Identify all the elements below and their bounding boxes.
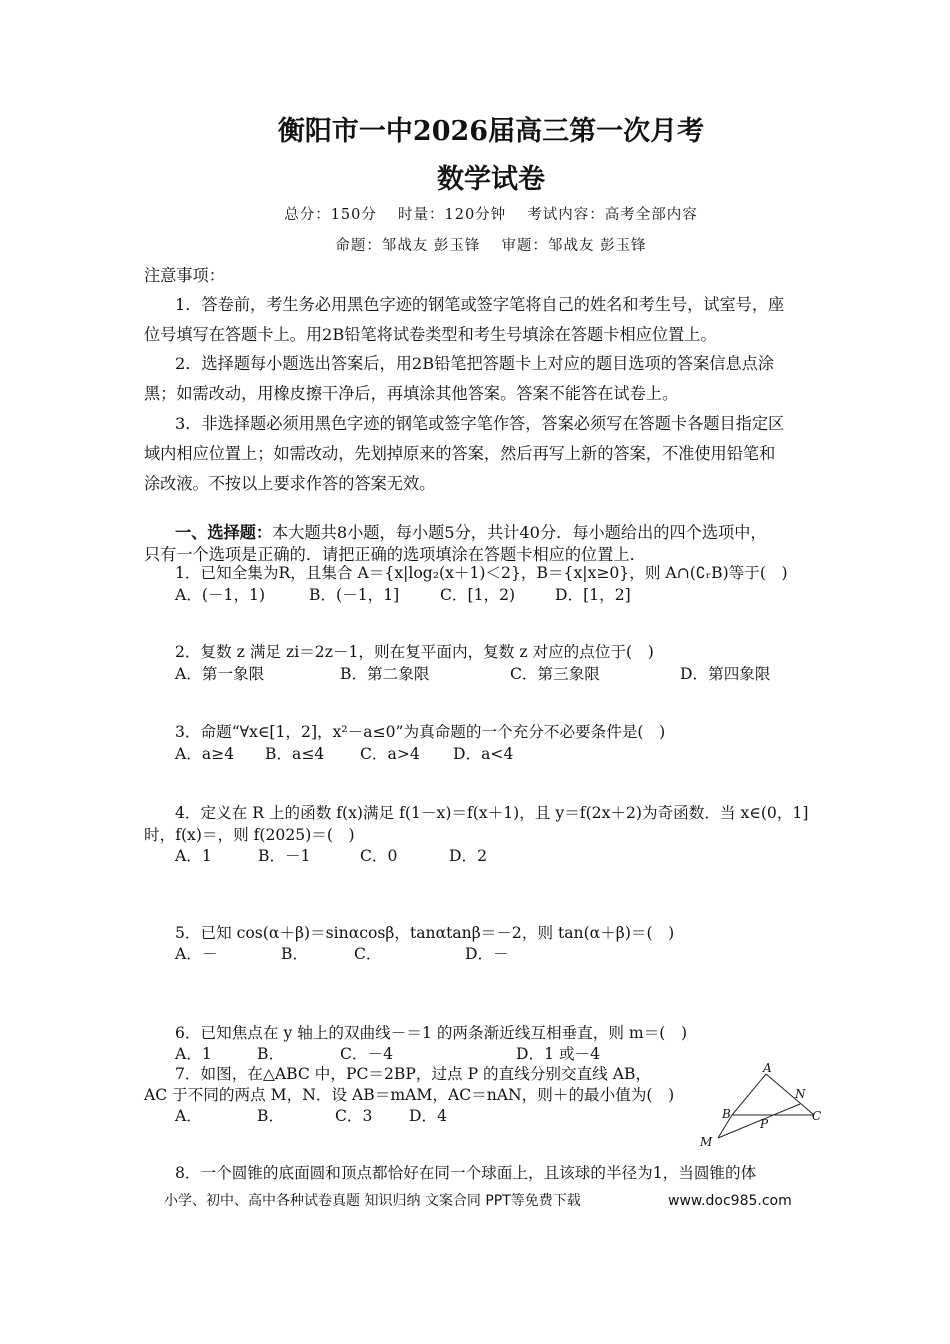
notice-line: 黑；如需改动，用橡皮擦干净后，再填涂其他答案。答案不能答在试卷上。	[144, 384, 679, 403]
section-heading: 一、选择题：	[175, 523, 273, 542]
question-6-text: 6．已知焦点在 y 轴上的双曲线－＝1 的两条渐近线互相垂直，则 m＝( )	[175, 1024, 688, 1042]
section-intro-text: 本大题共8小题，每小题5分，共计40分．每小题给出的四个选项中，	[272, 523, 767, 542]
q5-option-a: A．－	[175, 945, 218, 963]
q1-option-c: C．[1，2)	[440, 586, 516, 604]
q6-option-b: B．	[257, 1045, 285, 1063]
q6-option-c: C．－4	[340, 1045, 394, 1063]
q6-option-d: D．1 或－4	[516, 1045, 601, 1063]
figure-label-n: N	[795, 1087, 806, 1101]
section-intro	[175, 525, 767, 541]
question-4-line1: 4．定义在 R 上的函数 f(x)满足 f(1－x)＝f(x＋1)，且 y＝f(2x＋2)为奇函数．当 x∈(0，1]	[175, 804, 809, 822]
q2-option-a: A．第一象限	[175, 665, 265, 683]
q1-option-a: A．(－1，1)	[175, 586, 266, 604]
notice-line: 2．选择题每小题选出答案后，用2B铅笔把答题卡上对应的题目选项的答案信息点涂	[175, 354, 775, 373]
q6-option-a: A．1	[175, 1045, 212, 1063]
question-1-text: 1．已知全集为R，且集合 A＝{x|log₂(x＋1)＜2}，B＝{x|x≥0}，则 A∩(∁ᵣB)等于( )	[175, 564, 788, 582]
notice-line: 1．答卷前，考生务必用黑色字迹的钢笔或签字笔将自己的姓名和考生号，试室号，座	[175, 295, 785, 314]
exam-title: 衡阳市一中2026届高三第一次月考	[277, 116, 705, 147]
figure-label-p: P	[760, 1117, 769, 1131]
figure-label-a: A	[763, 1061, 772, 1075]
question-5-text: 5．已知 cos(α＋β)＝sinαcosβ，tanαtanβ＝－2，则 tan(α＋β)＝( )	[175, 924, 675, 942]
q7-option-c: C．3	[335, 1107, 373, 1125]
notice-line: 位号填写在答题卡上。用2B铅笔将试卷类型和考生号填涂在答题卡相应位置上。	[144, 325, 717, 344]
footer-text: 小学、初中、高中各种试卷真题 知识归纳 文案合同 PPT等免费下载	[164, 1193, 581, 1209]
q4-option-a: A．1	[175, 847, 212, 865]
q2-option-c: C．第三象限	[510, 665, 600, 683]
q5-option-b: B．	[281, 945, 309, 963]
question-2-text: 2．复数 z 满足 zi＝2z－1，则在复平面内，复数 z 对应的点位于( )	[175, 643, 654, 661]
exam-info-line: 总分：150分 时量：120分钟 考试内容：高考全部内容	[284, 207, 698, 223]
q3-option-b: B．a≤4	[265, 745, 325, 763]
q7-option-a: A．	[175, 1107, 202, 1125]
notice-line: 域内相应位置上；如需改动，先划掉原来的答案，然后再写上新的答案，不准使用铅笔和	[144, 444, 776, 463]
q3-option-a: A．a≥4	[175, 745, 235, 763]
notice-heading: 注意事项：	[144, 266, 225, 285]
figure-label-c: C	[812, 1109, 822, 1123]
q1-option-b: B．(－1，1]	[309, 586, 400, 604]
question-4-line2: 时，f(x)＝，则 f(2025)＝( )	[144, 826, 355, 844]
notice-line: 3．非选择题必须用黑色字迹的钢笔或签字笔作答，答案必须写在答题卡各题目指定区	[175, 414, 785, 433]
exam-subtitle: 数学试卷	[437, 164, 545, 195]
section-intro-line2: 只有一个选项是正确的．请把正确的选项填涂在答题卡相应的位置上．	[144, 545, 646, 564]
q5-option-d: D．－	[465, 945, 509, 963]
question-7-line1: 7．如图，在△ABC 中，PC＝2BP，过点 P 的直线分别交直线 AB，	[175, 1065, 652, 1083]
q7-option-d: D．4	[409, 1107, 448, 1125]
figure-label-m: M	[700, 1135, 713, 1149]
question-3-text: 3．命题“∀x∈[1，2]，x²－a≤0”为真命题的一个充分不必要条件是( )	[175, 723, 666, 741]
triangle-figure	[690, 1060, 830, 1150]
question-8-text: 8．一个圆锥的底面圆和顶点都恰好在同一个球面上，且该球的半径为1，当圆锥的体	[175, 1164, 757, 1182]
q2-option-b: B．第二象限	[340, 665, 430, 683]
exam-author-line: 命题：邹战友 彭玉锋 审题：邹战友 彭玉锋	[335, 238, 647, 254]
q3-option-d: D．a<4	[453, 745, 514, 763]
footer-site[interactable]: www.doc985.com	[668, 1193, 792, 1209]
q3-option-c: C．a>4	[360, 745, 420, 763]
q5-option-c: C．	[354, 945, 382, 963]
q7-option-b: B．	[257, 1107, 285, 1125]
notice-line: 涂改液。不按以上要求作答的答案无效。	[144, 474, 436, 493]
q4-option-d: D．2	[449, 847, 488, 865]
figure-label-b: B	[722, 1107, 731, 1121]
question-7-line2: AC 于不同的两点 M，N．设 AB＝mAM，AC＝nAN，则＋的最小值为( )	[144, 1086, 675, 1104]
q1-option-d: D．[1，2]	[555, 586, 631, 604]
q4-option-b: B．－1	[258, 847, 311, 865]
q4-option-c: C．0	[360, 847, 398, 865]
q2-option-d: D．第四象限	[680, 665, 771, 683]
